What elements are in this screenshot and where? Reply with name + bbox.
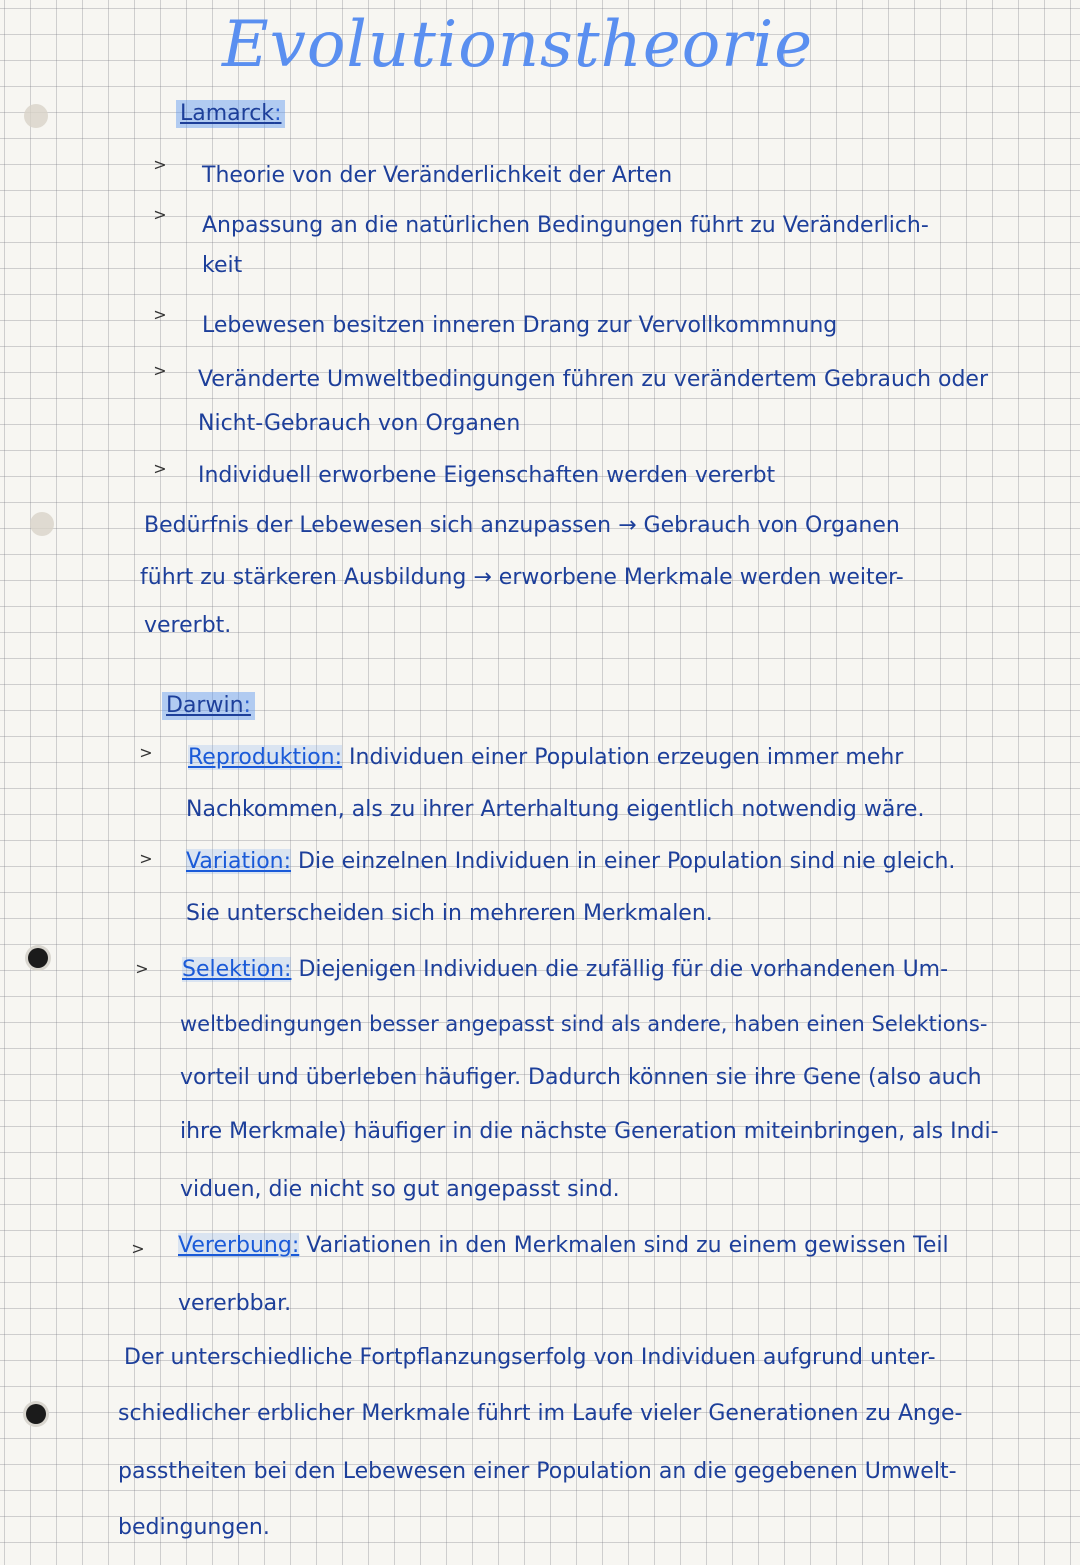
darwin-point [188,744,903,772]
heading-colon: : [274,101,282,126]
punch-hole [26,1404,46,1424]
darwin-text: Variationen in den Merkmalen sind zu einem gewissen Teil [306,1233,949,1258]
darwin-point-continued: Sie unterscheiden sich in mehreren Merkmalen. [186,901,713,926]
lamarck-summary: führt zu stärkeren Ausbildung → erworbene Merkmale werden weiter- [140,565,904,590]
bullet-marker: > [153,361,167,380]
page-title: Evolutionstheorie [222,8,814,82]
darwin-term: Reproduktion: [188,745,343,770]
lamarck-summary: vererbt. [144,613,232,638]
bullet-marker: > [153,205,167,224]
darwin-text: Diejenigen Individuen die zufällig für die vorhandenen Um- [298,957,949,982]
bullet-marker: > [153,305,167,324]
bullet-marker: > [153,459,167,478]
darwin-point [186,848,955,876]
lamarck-point: Theorie von der Veränderlichkeit der Arten [202,163,673,188]
darwin-point-continued: ihre Merkmale) häufiger in die nächste Generation miteinbringen, als Indi- [180,1119,999,1144]
lamarck-heading-text: Lamarck [180,101,275,126]
darwin-point [178,1232,949,1260]
darwin-text: Die einzelnen Individuen in einer Population sind nie gleich. [298,849,956,874]
darwin-point-continued: viduen, die nicht so gut angepasst sind. [180,1177,620,1202]
bullet-marker: > [139,743,153,762]
darwin-heading [162,692,255,720]
lamarck-summary: Bedürfnis der Lebewesen sich anzupassen → Gebrauch von Organen [144,513,900,538]
bullet-marker: > [139,849,153,868]
darwin-text: Individuen einer Population erzeugen immer mehr [349,745,904,770]
darwin-summary: bedingungen. [118,1515,270,1540]
darwin-heading-text: Darwin [166,693,244,718]
bullet-marker: > [131,1239,145,1258]
darwin-point-continued: weltbedingungen besser angepasst sind als andere, haben einen Selektions- [180,1012,988,1036]
lamarck-point: Individuell erworbene Eigenschaften werden vererbt [198,463,776,488]
lamarck-point-continued: Nicht-Gebrauch von Organen [198,411,521,436]
darwin-term: Vererbung: [178,1233,300,1258]
lamarck-heading [176,100,285,128]
darwin-point-continued: Nachkommen, als zu ihrer Arterhaltung eigentlich notwendig wäre. [186,797,925,822]
darwin-point-continued: vererbbar. [178,1291,292,1316]
lamarck-point: Veränderte Umweltbedingungen führen zu verändertem Gebrauch oder [198,367,989,392]
punch-hole [28,948,48,968]
darwin-summary: Der unterschiedliche Fortpflanzungserfolg von Individuen aufgrund unter- [124,1345,936,1370]
bullet-marker: > [135,959,149,978]
heading-colon: : [243,693,251,718]
darwin-term: Variation: [186,849,292,874]
lamarck-point: Lebewesen besitzen inneren Drang zur Vervollkommnung [202,313,838,338]
bullet-marker: > [153,155,167,174]
tape-mark [24,104,48,128]
lamarck-point-continued: keit [202,253,243,278]
darwin-point [182,956,948,984]
tape-mark [30,512,54,536]
darwin-term: Selektion: [182,957,292,982]
darwin-summary: schiedlicher erblicher Merkmale führt im Laufe vieler Generationen zu Ange- [118,1401,963,1426]
lamarck-point: Anpassung an die natürlichen Bedingungen führt zu Veränderlich- [202,213,929,238]
darwin-point-continued: vorteil und überleben häufiger. Dadurch können sie ihre Gene (also auch [180,1065,982,1090]
darwin-summary: passtheiten bei den Lebewesen einer Population an die gegebenen Umwelt- [118,1459,957,1484]
